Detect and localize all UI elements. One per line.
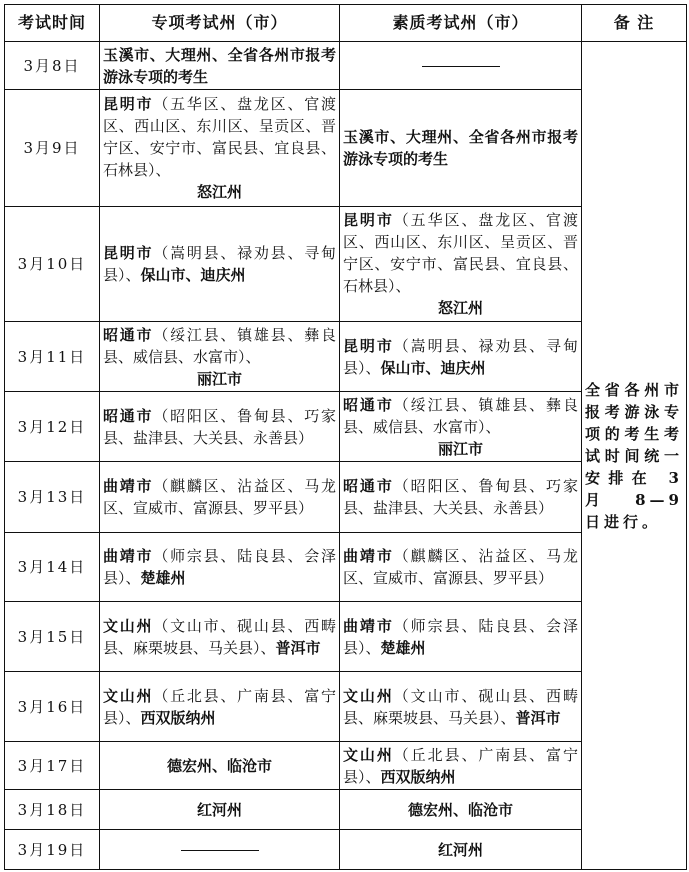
exam-date: 3月18日 bbox=[5, 790, 100, 830]
exam-date: 3月17日 bbox=[5, 742, 100, 790]
quality-exam-cities: 昭通市（昭阳区、鲁甸县、巧家县、盐津县、大关县、永善县） bbox=[340, 462, 582, 533]
exam-schedule-table bbox=[4, 4, 687, 870]
special-exam-cities: 昆明市（五华区、盘龙区、官渡区、西山区、东川区、呈贡区、晋宁区、安宁市、富民县、宜良县、石林县）、 怒江州 bbox=[100, 90, 340, 207]
quality-exam-cities: 曲靖市（麒麟区、沾益区、马龙区、宣威市、富源县、罗平县） bbox=[340, 533, 582, 602]
exam-date: 3月8日 bbox=[5, 42, 100, 90]
quality-exam-cities: 曲靖市（师宗县、陆良县、会泽县）、楚雄州 bbox=[340, 602, 582, 672]
quality-exam-cities: 文山州（文山市、砚山县、西畴县、麻栗坡县、马关县）、普洱市 bbox=[340, 672, 582, 742]
exam-date: 3月11日 bbox=[5, 322, 100, 392]
exam-date: 3月10日 bbox=[5, 207, 100, 322]
header-special-exam-city: 专项考试州（市） bbox=[100, 5, 340, 42]
special-exam-cities: 文山州（文山市、砚山县、西畴县、麻栗坡县、马关县）、普洱市 bbox=[100, 602, 340, 672]
special-exam-cities: 德宏州、临沧市 bbox=[100, 742, 340, 790]
quality-exam-cities: 昭通市（绥江县、镇雄县、彝良县、威信县、水富市）、 丽江市 bbox=[340, 392, 582, 462]
quality-exam-cities bbox=[340, 42, 582, 90]
quality-exam-cities: 红河州 bbox=[340, 830, 582, 870]
exam-date: 3月12日 bbox=[5, 392, 100, 462]
quality-exam-cities: 玉溪市、大理州、全省各州市报考游泳专项的考生 bbox=[340, 90, 582, 207]
special-exam-cities: 曲靖市（师宗县、陆良县、会泽县）、楚雄州 bbox=[100, 533, 340, 602]
special-exam-cities bbox=[100, 830, 340, 870]
special-exam-cities: 昭通市（昭阳区、鲁甸县、巧家县、盐津县、大关县、永善县） bbox=[100, 392, 340, 462]
special-exam-cities: 昭通市（绥江县、镇雄县、彝良县、威信县、水富市）、 丽江市 bbox=[100, 322, 340, 392]
special-exam-cities: 文山州（丘北县、广南县、富宁县）、西双版纳州 bbox=[100, 672, 340, 742]
exam-date: 3月19日 bbox=[5, 830, 100, 870]
quality-exam-cities: 文山州（丘北县、广南县、富宁县）、西双版纳州 bbox=[340, 742, 582, 790]
special-exam-cities: 昆明市（嵩明县、禄劝县、寻甸县）、保山市、迪庆州 bbox=[100, 207, 340, 322]
header-note: 备 注 bbox=[582, 5, 687, 42]
empty-dash bbox=[422, 66, 500, 67]
header-quality-exam-city: 素质考试州（市） bbox=[340, 5, 582, 42]
special-exam-cities: 曲靖市（麒麟区、沾益区、马龙区、宣威市、富源县、罗平县） bbox=[100, 462, 340, 533]
header-row bbox=[5, 5, 687, 42]
quality-exam-cities: 德宏州、临沧市 bbox=[340, 790, 582, 830]
exam-date: 3月9日 bbox=[5, 90, 100, 207]
exam-date: 3月13日 bbox=[5, 462, 100, 533]
quality-exam-cities: 昆明市（嵩明县、禄劝县、寻甸县）、保山市、迪庆州 bbox=[340, 322, 582, 392]
exam-date: 3月15日 bbox=[5, 602, 100, 672]
special-exam-cities: 红河州 bbox=[100, 790, 340, 830]
exam-date: 3月14日 bbox=[5, 533, 100, 602]
exam-date: 3月16日 bbox=[5, 672, 100, 742]
header-exam-time: 考试时间 bbox=[5, 5, 100, 42]
quality-exam-cities: 昆明市（五华区、盘龙区、官渡区、西山区、东川区、呈贡区、晋宁区、安宁市、富民县、宜良县、石林县）、 怒江州 bbox=[340, 207, 582, 322]
empty-dash bbox=[181, 850, 259, 851]
table-row bbox=[5, 42, 687, 90]
note-cell: 全省各州市报考游泳专项的考生考试时间统一安排在 3 月 8—9 日进行。 bbox=[582, 42, 687, 870]
special-exam-cities: 玉溪市、大理州、全省各州市报考游泳专项的考生 bbox=[100, 42, 340, 90]
